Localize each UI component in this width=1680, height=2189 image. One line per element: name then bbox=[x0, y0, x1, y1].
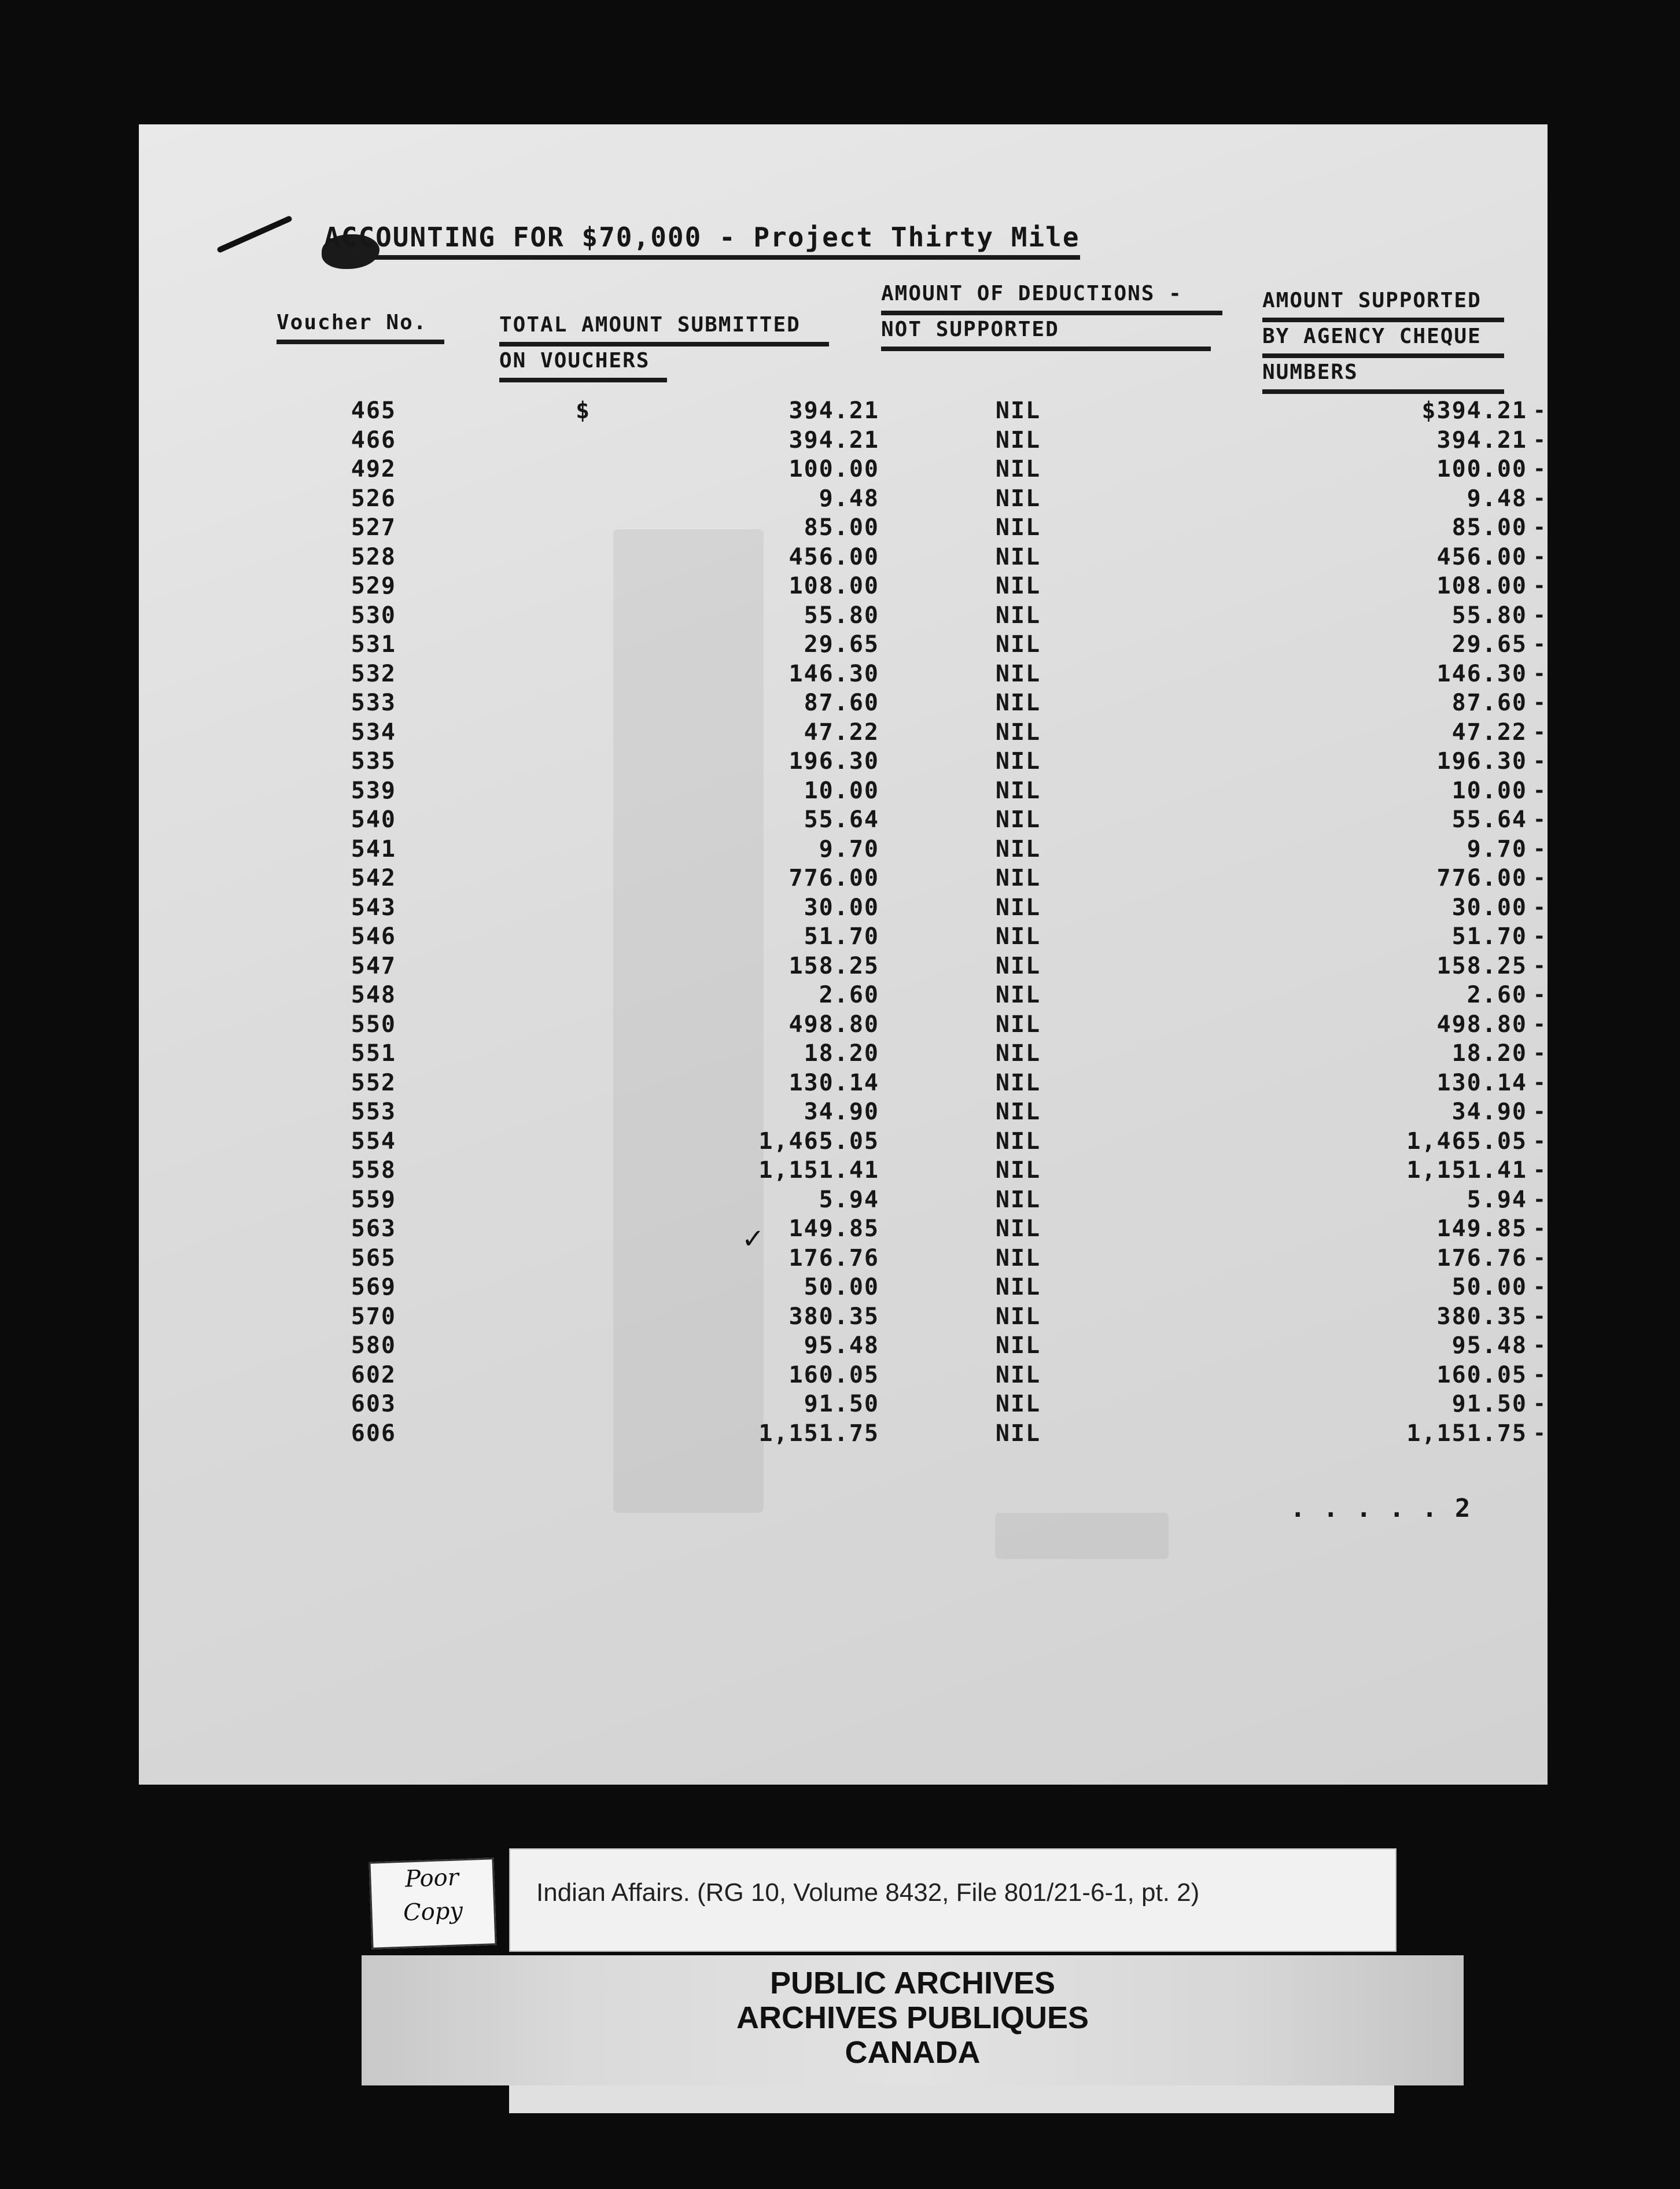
poor-copy-tag bbox=[369, 1858, 496, 1949]
tick-mark: - bbox=[1533, 1100, 1547, 1123]
table-row bbox=[139, 1302, 1548, 1332]
voucher-number: 553 bbox=[351, 1099, 396, 1125]
tick-mark: - bbox=[1533, 399, 1547, 422]
header-underline bbox=[1262, 353, 1504, 358]
supported-amount: 380.35 bbox=[1436, 1303, 1527, 1330]
deductions-amount: NIL bbox=[995, 456, 1041, 482]
table-row bbox=[139, 835, 1548, 864]
tick-mark: - bbox=[1533, 1421, 1547, 1445]
document-title: ACCOUNTING FOR $70,000 - Project Thirty Mile bbox=[324, 222, 1080, 260]
total-amount: 149.85 bbox=[789, 1215, 879, 1242]
supported-amount: 9.48 bbox=[1467, 485, 1527, 512]
archives-stamp-strip bbox=[362, 1955, 1464, 2085]
header-supported-line-2: BY AGENCY CHEQUE bbox=[1262, 325, 1482, 348]
pen-mark bbox=[216, 215, 293, 253]
total-amount: 394.21 bbox=[789, 426, 879, 454]
deductions-amount: NIL bbox=[995, 894, 1041, 921]
deductions-amount: NIL bbox=[995, 718, 1041, 746]
tick-mark: - bbox=[1533, 778, 1547, 802]
voucher-number: 550 bbox=[351, 1011, 396, 1038]
deductions-amount: NIL bbox=[995, 982, 1041, 1008]
voucher-number: 546 bbox=[351, 923, 396, 950]
table-row bbox=[139, 893, 1548, 923]
tick-mark: - bbox=[1533, 691, 1547, 714]
supported-amount: 130.14 bbox=[1436, 1069, 1527, 1096]
voucher-number: 527 bbox=[351, 514, 396, 541]
tick-mark: - bbox=[1533, 515, 1547, 539]
tick-mark: - bbox=[1533, 1245, 1547, 1270]
total-amount: 10.00 bbox=[804, 777, 879, 804]
total-amount: 18.20 bbox=[804, 1040, 879, 1067]
total-amount: 146.30 bbox=[789, 660, 879, 687]
total-amount: 100.00 bbox=[789, 456, 879, 482]
table-row bbox=[139, 864, 1548, 893]
voucher-number: 606 bbox=[351, 1420, 396, 1447]
header-underline bbox=[1262, 318, 1504, 322]
header-amount-supported bbox=[1262, 286, 1504, 394]
voucher-number: 531 bbox=[351, 631, 396, 658]
table-row bbox=[139, 426, 1548, 455]
deductions-amount: NIL bbox=[995, 777, 1041, 804]
table-row bbox=[139, 1068, 1548, 1098]
header-voucher-line-1: Voucher No. bbox=[277, 311, 428, 334]
deductions-amount: NIL bbox=[995, 865, 1041, 891]
total-amount: 108.00 bbox=[789, 573, 879, 599]
voucher-number: 580 bbox=[351, 1332, 396, 1359]
deductions-amount: NIL bbox=[995, 748, 1041, 775]
deductions-amount: NIL bbox=[995, 543, 1041, 570]
voucher-number: 534 bbox=[351, 718, 396, 746]
voucher-number: 535 bbox=[351, 748, 396, 775]
tick-mark: - bbox=[1533, 720, 1547, 744]
supported-amount: 158.25 bbox=[1436, 952, 1527, 979]
film-strip-edge bbox=[509, 2085, 1394, 2113]
table-row bbox=[139, 776, 1548, 806]
tick-mark: - bbox=[1533, 953, 1547, 978]
table-row bbox=[139, 1419, 1548, 1449]
table-row bbox=[139, 396, 1548, 426]
voucher-number: 563 bbox=[351, 1215, 396, 1242]
header-underline bbox=[881, 347, 1211, 351]
archives-stamp bbox=[362, 1966, 1464, 2070]
total-amount: 1,465.05 bbox=[758, 1127, 879, 1155]
voucher-number: 554 bbox=[351, 1127, 396, 1155]
deductions-amount: NIL bbox=[995, 1244, 1041, 1272]
supported-amount: 1,151.41 bbox=[1406, 1157, 1527, 1184]
total-amount: 5.94 bbox=[819, 1186, 879, 1213]
table-row bbox=[139, 1185, 1548, 1215]
deductions-amount: NIL bbox=[995, 660, 1041, 687]
total-amount: 380.35 bbox=[789, 1303, 879, 1330]
tick-mark: - bbox=[1533, 1070, 1547, 1094]
total-amount: 9.48 bbox=[819, 485, 879, 512]
voucher-number: 533 bbox=[351, 690, 396, 716]
tick-mark: - bbox=[1533, 866, 1547, 890]
total-amount: 394.21 bbox=[789, 397, 879, 424]
deductions-amount: NIL bbox=[995, 1303, 1041, 1330]
table-row bbox=[139, 601, 1548, 631]
deductions-amount: NIL bbox=[995, 1186, 1041, 1213]
tick-mark: - bbox=[1533, 924, 1547, 948]
voucher-number: 569 bbox=[351, 1274, 396, 1300]
supported-amount: 394.21 bbox=[1436, 426, 1527, 454]
voucher-number: 542 bbox=[351, 865, 396, 891]
table-row bbox=[139, 805, 1548, 835]
total-amount: 1,151.41 bbox=[758, 1157, 879, 1184]
supported-amount: 1,151.75 bbox=[1406, 1420, 1527, 1447]
tick-mark: - bbox=[1533, 1158, 1547, 1182]
supported-amount: 29.65 bbox=[1451, 631, 1527, 658]
table-row bbox=[139, 747, 1548, 776]
total-amount: 30.00 bbox=[804, 894, 879, 921]
header-deductions bbox=[881, 279, 1222, 351]
header-total-line-2: ON VOUCHERS bbox=[499, 349, 650, 373]
page-continuation-dots: . . . . . 2 bbox=[1290, 1494, 1472, 1523]
tick-mark: - bbox=[1533, 1187, 1547, 1211]
deductions-amount: NIL bbox=[995, 573, 1041, 599]
total-amount: 1,151.75 bbox=[758, 1420, 879, 1447]
supported-amount: 30.00 bbox=[1451, 894, 1527, 921]
tick-mark: - bbox=[1533, 1129, 1547, 1153]
document-page bbox=[139, 124, 1548, 1785]
table-row bbox=[139, 1010, 1548, 1040]
voucher-number: 570 bbox=[351, 1303, 396, 1330]
supported-amount: 456.00 bbox=[1436, 543, 1527, 570]
tick-mark: - bbox=[1533, 1304, 1547, 1328]
supported-amount: 85.00 bbox=[1451, 514, 1527, 541]
total-amount: 9.70 bbox=[819, 835, 879, 863]
table-row bbox=[139, 543, 1548, 572]
table-row bbox=[139, 659, 1548, 689]
supported-amount: 34.90 bbox=[1451, 1099, 1527, 1125]
supported-amount: 87.60 bbox=[1451, 690, 1527, 716]
supported-amount: 100.00 bbox=[1436, 456, 1527, 482]
tick-mark: - bbox=[1533, 544, 1547, 569]
supported-amount: 2.60 bbox=[1467, 982, 1527, 1008]
tick-mark: - bbox=[1533, 486, 1547, 510]
voucher-number: 559 bbox=[351, 1186, 396, 1213]
deductions-amount: NIL bbox=[995, 690, 1041, 716]
table-row bbox=[139, 981, 1548, 1010]
table-row bbox=[139, 1390, 1548, 1419]
supported-amount: 160.05 bbox=[1436, 1361, 1527, 1388]
table-row bbox=[139, 1156, 1548, 1185]
table-row bbox=[139, 1097, 1548, 1127]
supported-amount: 776.00 bbox=[1436, 865, 1527, 891]
tick-mark: - bbox=[1533, 457, 1547, 481]
tick-mark: - bbox=[1533, 836, 1547, 861]
tick-mark: - bbox=[1533, 983, 1547, 1007]
deductions-amount: NIL bbox=[995, 426, 1041, 454]
table-row bbox=[139, 513, 1548, 543]
supported-amount: 9.70 bbox=[1467, 835, 1527, 863]
table-row bbox=[139, 1244, 1548, 1273]
table-row bbox=[139, 572, 1548, 601]
voucher-number: 466 bbox=[351, 426, 396, 454]
supported-amount: 5.94 bbox=[1467, 1186, 1527, 1213]
supported-amount: 55.80 bbox=[1451, 602, 1527, 629]
total-amount: 2.60 bbox=[819, 982, 879, 1008]
supported-amount: 176.76 bbox=[1436, 1244, 1527, 1272]
supported-amount: 498.80 bbox=[1436, 1011, 1527, 1038]
table-row bbox=[139, 688, 1548, 718]
archives-line-2: ARCHIVES PUBLIQUES bbox=[736, 2000, 1089, 2035]
tick-mark: - bbox=[1533, 661, 1547, 686]
tick-mark: - bbox=[1533, 1275, 1547, 1299]
voucher-number: 540 bbox=[351, 806, 396, 833]
total-amount: 456.00 bbox=[789, 543, 879, 570]
total-amount: 51.70 bbox=[804, 923, 879, 950]
header-underline bbox=[499, 378, 667, 382]
voucher-number: 547 bbox=[351, 952, 396, 979]
table-row bbox=[139, 922, 1548, 952]
total-amount: 498.80 bbox=[789, 1011, 879, 1038]
total-amount: 55.80 bbox=[804, 602, 879, 629]
voucher-number: 565 bbox=[351, 1244, 396, 1272]
voucher-number: 602 bbox=[351, 1361, 396, 1388]
voucher-number: 539 bbox=[351, 777, 396, 804]
supported-amount: 91.50 bbox=[1451, 1391, 1527, 1417]
archives-line-1: PUBLIC ARCHIVES bbox=[769, 1966, 1056, 2000]
supported-amount: 50.00 bbox=[1451, 1274, 1527, 1300]
deductions-amount: NIL bbox=[995, 1391, 1041, 1417]
header-deductions-line-2: NOT SUPPORTED bbox=[881, 318, 1059, 341]
supported-amount: 18.20 bbox=[1451, 1040, 1527, 1067]
deductions-amount: NIL bbox=[995, 1011, 1041, 1038]
total-amount: 85.00 bbox=[804, 514, 879, 541]
voucher-number: 543 bbox=[351, 894, 396, 921]
voucher-number: 465 bbox=[351, 397, 396, 424]
deductions-amount: NIL bbox=[995, 835, 1041, 863]
supported-amount: 51.70 bbox=[1451, 923, 1527, 950]
total-amount: 196.30 bbox=[789, 748, 879, 775]
deductions-amount: NIL bbox=[995, 397, 1041, 424]
deductions-amount: NIL bbox=[995, 514, 1041, 541]
tick-mark: - bbox=[1533, 603, 1547, 627]
dollar-sign: $ bbox=[576, 397, 591, 424]
total-amount: 158.25 bbox=[789, 952, 879, 979]
supported-amount: 47.22 bbox=[1451, 718, 1527, 746]
header-total-amount bbox=[499, 311, 829, 382]
header-supported-line-3: NUMBERS bbox=[1262, 360, 1358, 384]
header-underline bbox=[277, 340, 444, 344]
header-deductions-line-1: AMOUNT OF DEDUCTIONS - bbox=[881, 282, 1182, 305]
tick-mark: - bbox=[1533, 632, 1547, 656]
header-underline bbox=[881, 311, 1222, 315]
tick-mark: - bbox=[1533, 808, 1547, 831]
voucher-number: 552 bbox=[351, 1069, 396, 1096]
deductions-amount: NIL bbox=[995, 923, 1041, 950]
deductions-amount: NIL bbox=[995, 1332, 1041, 1359]
header-supported-line-1: AMOUNT SUPPORTED bbox=[1262, 289, 1482, 312]
supported-amount: 1,465.05 bbox=[1406, 1127, 1527, 1155]
tick-mark: - bbox=[1533, 1041, 1547, 1065]
total-amount: 29.65 bbox=[804, 631, 879, 658]
tick-mark: - bbox=[1533, 1333, 1547, 1357]
tick-mark: - bbox=[1533, 749, 1547, 773]
tick-mark: - bbox=[1533, 574, 1547, 598]
poor-copy-line-1: Poor bbox=[404, 1864, 459, 1893]
voucher-table bbox=[139, 396, 1548, 1448]
voucher-number: 548 bbox=[351, 982, 396, 1008]
tick-mark: - bbox=[1533, 1012, 1547, 1036]
voucher-number: 558 bbox=[351, 1157, 396, 1184]
total-amount: 87.60 bbox=[804, 690, 879, 716]
total-amount: 50.00 bbox=[804, 1274, 879, 1300]
deductions-amount: NIL bbox=[995, 602, 1041, 629]
archive-reference-text: Indian Affairs. (RG 10, Volume 8432, File 801/21-6-1, pt. 2) bbox=[536, 1878, 1200, 1907]
total-amount: 95.48 bbox=[804, 1332, 879, 1359]
supported-amount: 55.64 bbox=[1451, 806, 1527, 833]
tick-mark: - bbox=[1533, 895, 1547, 919]
deductions-amount: NIL bbox=[995, 485, 1041, 512]
total-amount: 91.50 bbox=[804, 1391, 879, 1417]
deductions-amount: NIL bbox=[995, 1157, 1041, 1184]
deductions-amount: NIL bbox=[995, 1040, 1041, 1067]
total-amount: 160.05 bbox=[789, 1361, 879, 1388]
table-row bbox=[139, 630, 1548, 659]
supported-amount: $394.21 bbox=[1421, 397, 1527, 424]
header-voucher-no bbox=[277, 308, 444, 344]
total-amount: 47.22 bbox=[804, 718, 879, 746]
voucher-number: 551 bbox=[351, 1040, 396, 1067]
deductions-amount: NIL bbox=[995, 952, 1041, 979]
deductions-amount: NIL bbox=[995, 1127, 1041, 1155]
table-row bbox=[139, 1361, 1548, 1390]
bleed-through bbox=[995, 1513, 1169, 1559]
total-amount: 55.64 bbox=[804, 806, 879, 833]
poor-copy-line-2: Copy bbox=[403, 1897, 463, 1926]
total-amount: 34.90 bbox=[804, 1099, 879, 1125]
tick-mark: - bbox=[1533, 1392, 1547, 1416]
table-row bbox=[139, 455, 1548, 484]
table-row bbox=[139, 718, 1548, 747]
archive-reference-label bbox=[509, 1848, 1397, 1952]
deductions-amount: NIL bbox=[995, 1069, 1041, 1096]
deductions-amount: NIL bbox=[995, 1099, 1041, 1125]
voucher-number: 528 bbox=[351, 543, 396, 570]
table-row bbox=[139, 484, 1548, 514]
supported-amount: 149.85 bbox=[1436, 1215, 1527, 1242]
supported-amount: 95.48 bbox=[1451, 1332, 1527, 1359]
deductions-amount: NIL bbox=[995, 1215, 1041, 1242]
table-row bbox=[139, 1331, 1548, 1361]
deductions-amount: NIL bbox=[995, 1420, 1041, 1447]
deductions-amount: NIL bbox=[995, 631, 1041, 658]
supported-amount: 10.00 bbox=[1451, 777, 1527, 804]
deductions-amount: NIL bbox=[995, 1274, 1041, 1300]
table-row bbox=[139, 1039, 1548, 1068]
table-row bbox=[139, 952, 1548, 981]
voucher-number: 526 bbox=[351, 485, 396, 512]
voucher-number: 603 bbox=[351, 1391, 396, 1417]
voucher-number: 530 bbox=[351, 602, 396, 629]
table-row bbox=[139, 1127, 1548, 1156]
voucher-number: 532 bbox=[351, 660, 396, 687]
tick-mark: - bbox=[1533, 1217, 1547, 1240]
archives-line-3: CANADA bbox=[845, 2035, 981, 2070]
voucher-number: 492 bbox=[351, 456, 396, 482]
supported-amount: 196.30 bbox=[1436, 748, 1527, 775]
header-underline bbox=[499, 342, 829, 347]
tick-mark: - bbox=[1533, 428, 1547, 452]
table-row bbox=[139, 1273, 1548, 1302]
total-amount: 776.00 bbox=[789, 865, 879, 891]
total-amount: 176.76 bbox=[789, 1244, 879, 1272]
check-mark: ✓ bbox=[743, 1219, 762, 1256]
total-amount: 130.14 bbox=[789, 1069, 879, 1096]
voucher-number: 529 bbox=[351, 573, 396, 599]
deductions-amount: NIL bbox=[995, 806, 1041, 833]
table-row bbox=[139, 1214, 1548, 1244]
header-total-line-1: TOTAL AMOUNT SUBMITTED bbox=[499, 313, 801, 337]
supported-amount: 146.30 bbox=[1436, 660, 1527, 687]
header-underline bbox=[1262, 389, 1504, 394]
supported-amount: 108.00 bbox=[1436, 573, 1527, 599]
tick-mark: - bbox=[1533, 1362, 1547, 1387]
voucher-number: 541 bbox=[351, 835, 396, 863]
deductions-amount: NIL bbox=[995, 1361, 1041, 1388]
